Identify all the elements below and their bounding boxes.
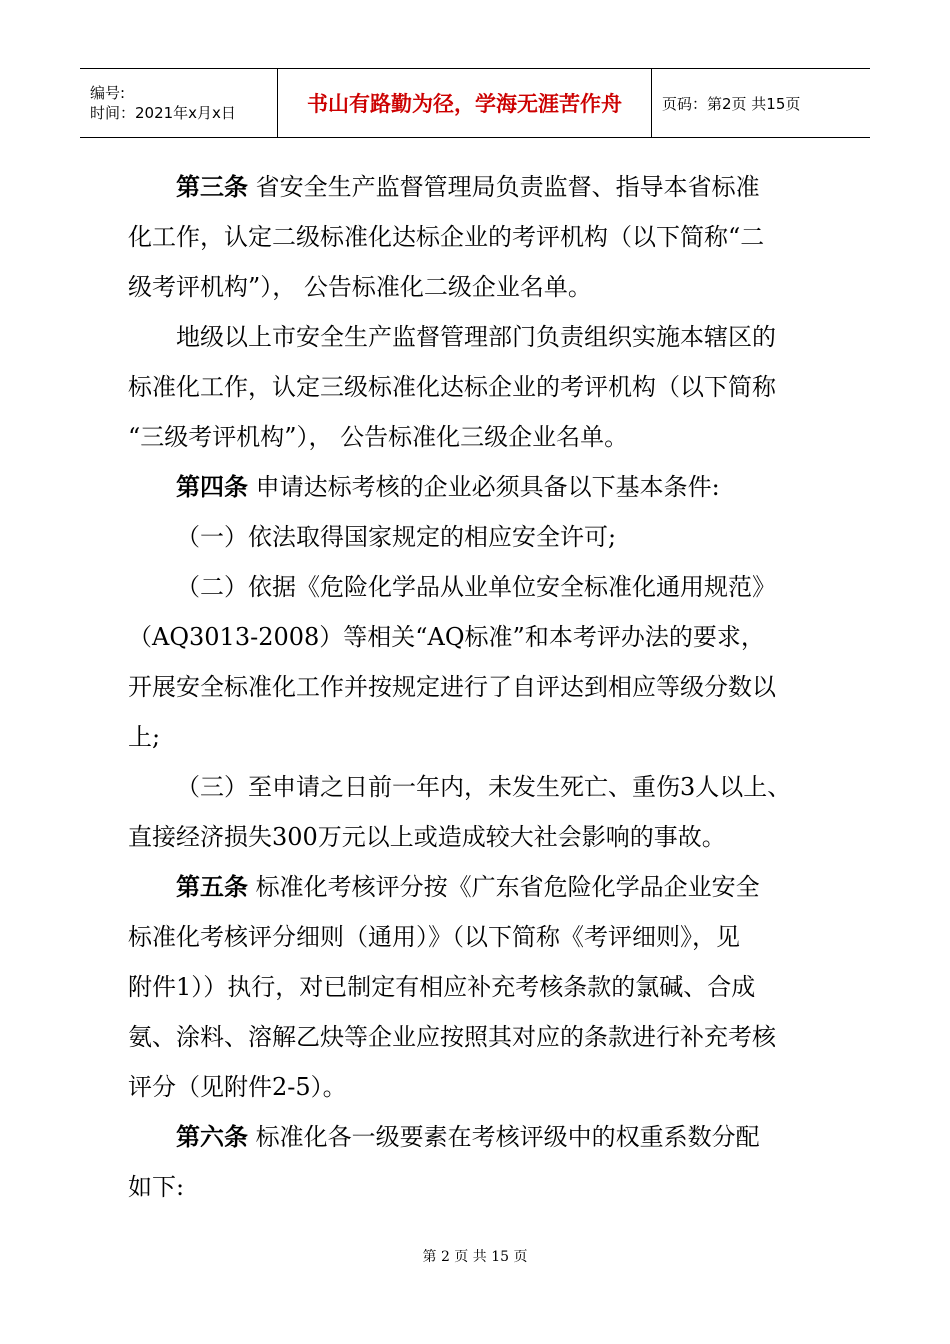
condition-2-line-3: 开展安全标准化工作并按规定进行了自评达到相应等级分数以 <box>128 673 776 701</box>
article-3-p2-line-1: 地级以上市安全生产监督管理部门负责组织实施本辖区的 <box>176 323 776 351</box>
article-6-line-1: 标准化各一级要素在考核评级中的权重系数分配 <box>248 1123 760 1151</box>
article-5-line-3: 附件1））执行，对已制定有相应补充考核条款的氯碱、合成 <box>128 973 756 1001</box>
header-motto: 书山有路勤为径，学海无涯苦作舟 <box>307 92 622 116</box>
article-5-line-2: 标准化考核评分细则（通用）》（以下简称《考评细则》，见 <box>128 923 740 951</box>
condition-2 <box>128 562 828 762</box>
article-3-line-2: 化工作，认定二级标准化达标企业的考评机构（以下简称“二 <box>128 223 765 251</box>
article-4-line-1: 申请达标考核的企业必须具备以下基本条件: <box>248 473 720 501</box>
header-meta <box>80 69 278 137</box>
article-4 <box>128 462 828 512</box>
article-6-title: 第六条 <box>176 1122 248 1151</box>
article-6 <box>128 1112 828 1212</box>
condition-2-line-1: （二）依据《危险化学品从业单位安全标准化通用规范》 <box>176 573 776 601</box>
page-header <box>80 68 870 138</box>
article-5-line-1: 标准化考核评分按《广东省危险化学品企业安全 <box>248 873 760 901</box>
condition-1-line-1: （一）依法取得国家规定的相应安全许可; <box>176 523 617 551</box>
article-6-line-2: 如下: <box>128 1173 185 1201</box>
article-3-p2-line-2: 标准化工作，认定三级标准化达标企业的考评机构（以下简称 <box>128 373 776 401</box>
article-3-line-3: 级考评机构”）， 公告标准化二级企业名单。 <box>128 273 592 301</box>
header-page-info-cell <box>652 69 870 137</box>
article-3-p2-line-3: “三级考评机构”）， 公告标准化三级企业名单。 <box>128 423 629 451</box>
header-motto-cell <box>278 69 652 137</box>
condition-3 <box>128 762 828 862</box>
serial-number-label: 编号: <box>90 84 126 102</box>
article-3-title: 第三条 <box>176 172 248 201</box>
condition-3-line-2: 直接经济损失300万元以上或造成较大社会影响的事故。 <box>128 823 726 851</box>
condition-2-line-4: 上; <box>128 723 161 751</box>
article-5-title: 第五条 <box>176 872 248 901</box>
header-page-info: 页码：第2页 共15页 <box>662 94 801 113</box>
article-5-line-5: 评分（见附件2-5）。 <box>128 1073 347 1101</box>
page-footer: 第 2 页 共 15 页 <box>422 1249 528 1265</box>
condition-1 <box>128 512 828 562</box>
article-5-line-4: 氨、涂料、溶解乙炔等企业应按照其对应的条款进行补充考核 <box>128 1023 776 1051</box>
date-label: 时间：2021年x月x日 <box>90 104 236 122</box>
article-3-paragraph-2 <box>128 312 828 462</box>
condition-2-line-2: （AQ3013-2008）等相关“AQ标准”和本考评办法的要求， <box>128 623 765 651</box>
document-body <box>128 162 828 1212</box>
article-3-line-1: 省安全生产监督管理局负责监督、指导本省标准 <box>248 173 760 201</box>
article-3 <box>128 162 828 312</box>
condition-3-line-1: （三）至申请之日前一年内，未发生死亡、重伤3人以上、 <box>176 773 792 801</box>
article-5 <box>128 862 828 1112</box>
article-4-title: 第四条 <box>176 472 248 501</box>
